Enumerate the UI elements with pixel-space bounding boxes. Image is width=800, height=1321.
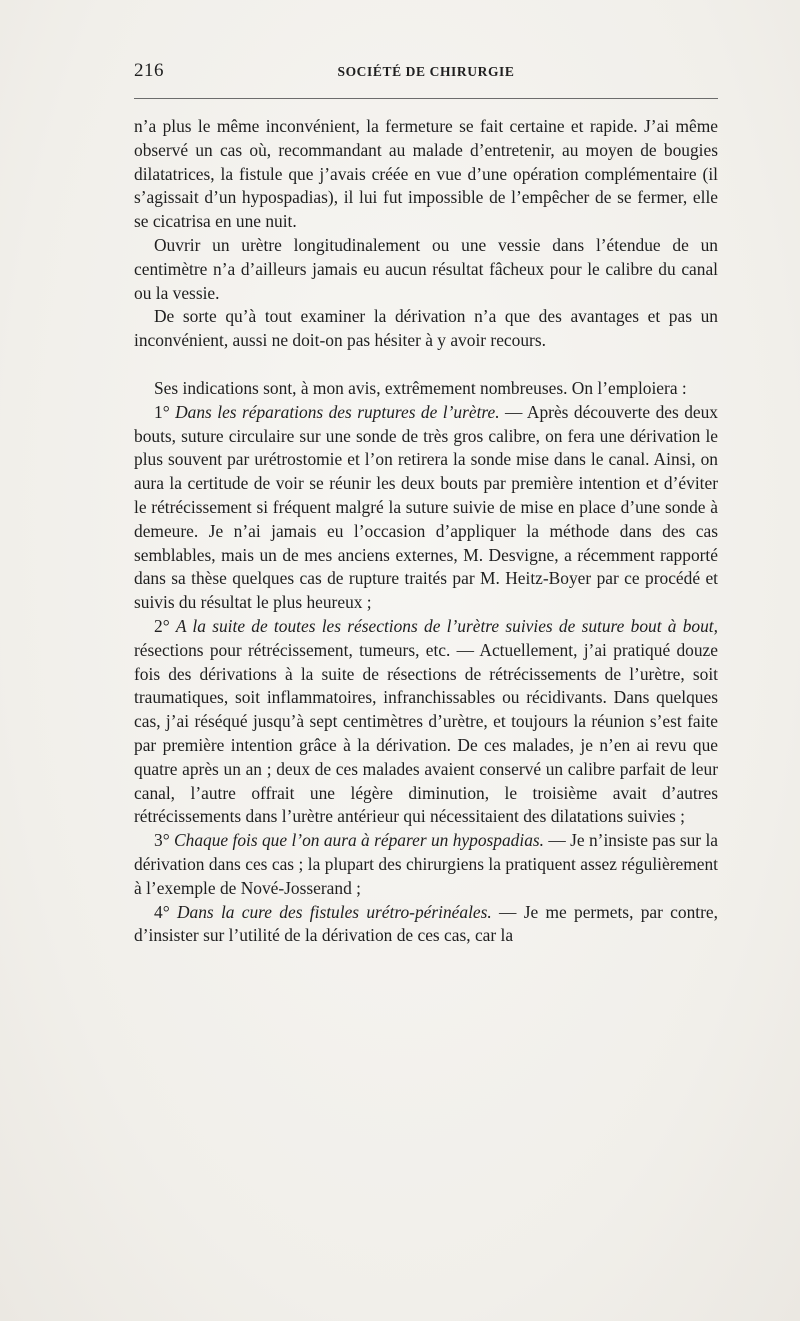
list-item-number: 4° — [154, 901, 170, 922]
list-item-title: Dans les réparations des ruptures de l’urètre. — [175, 401, 500, 422]
list-item-title: Chaque fois que l’on aura à réparer un hypospadias. — [174, 830, 545, 851]
list-item-text: — Après découverte des deux bouts, suture circulaire sur une sonde de très gros calibre, on fera une dérivation le plus souvent par urétrostomie et l’on retirera la sonde mise dans le canal. Ainsi, on aura la certitude de voir se réunir les deux bouts par première intention et d’éviter le rétrécissement si fréquent malgré la suture suivie de mise en place d’une sonde à demeure. Je n’ai jamais eu l’occasion d’appliquer la méthode dans des cas semblables, mais un de mes anciens externes, M. Desvigne, a récemment rapporté dans sa thèse quelques cas de rupture traités par M. Heitz-Boyer par ce procédé et suivis du résultat le plus heureux ; — [134, 401, 718, 613]
list-item-text: résections pour rétrécissement, tumeurs, etc. — Actuellement, j’ai pratiqué douze fois des dérivations à la suite de résections de rétrécissements de l’urètre, soit traumatiques, soit inflammatoires, infranchissables ou récidivants. Dans quelques cas, j’ai réséqué jusqu’à sept centimètres d’urètre, et toujours la réunion s’est faite par première intention grâce à la dérivation. De ces malades, je n’en ai revu que quatre après un an ; deux de ces malades avaient conservé un calibre parfait de leur canal, l’autre offrait une légère diminution, le troisième avait d’autres rétrécissements dans l’urètre antérieur qui nécessitaient des dilatations suivies ; — [134, 639, 718, 827]
list-item-title: Dans la cure des fistules urétro-périnéales. — [176, 901, 492, 922]
paragraph — [134, 234, 718, 305]
list-item — [134, 615, 718, 829]
list-item-number: 3° — [154, 830, 170, 851]
paragraph-text: Ses indications sont, à mon avis, extrêmement nombreuses. On l’emploiera : — [154, 377, 687, 398]
page-header — [134, 60, 718, 84]
list-item-title: A la suite de toutes les résections de l’urètre suivies de suture bout à bout, — [175, 615, 718, 636]
list-item-number: 2° — [154, 615, 170, 636]
body-text — [134, 115, 718, 948]
paragraph — [134, 115, 718, 234]
list-item — [134, 901, 718, 949]
list-item — [134, 401, 718, 615]
list-item-text: — Je me permets, par contre, d’insister sur l’utilité de la dérivation de ces cas, car la — [134, 901, 718, 946]
list-item — [134, 829, 718, 900]
paragraph-text: De sorte qu’à tout examiner la dérivation n’a que des avantages et pas un inconvénient, aussi ne doit-on pas hésiter à y avoir recours. — [134, 306, 718, 351]
list-item-number: 1° — [154, 401, 170, 422]
page-number: 216 — [134, 60, 164, 81]
running-head: SOCIÉTÉ DE CHIRURGIE — [337, 64, 515, 79]
list-item-text: — Je n’insiste pas sur la dérivation dans ces cas ; la plupart des chirurgiens la pratiquent assez régulièrement à l’exemple de Nové-Josserand ; — [134, 830, 718, 898]
paragraph — [134, 377, 718, 401]
paragraph — [134, 305, 718, 353]
paragraph-text: n’a plus le même inconvénient, la fermeture se fait certaine et rapide. J’ai même observé un cas où, recommandant au malade d’entretenir, au moyen de bougies dilatatrices, la fistule que j’avais créée en vue d’une opération complémentaire (il s’agissait d’un hypospadias), il lui fut impossible de l’empêcher de se fermer, elle se cicatrisa en une nuit. — [134, 116, 718, 232]
paragraph-text: Ouvrir un urètre longitudinalement ou une vessie dans l’étendue de un centimètre n’a d’ailleurs jamais eu aucun résultat fâcheux pour le calibre du canal ou la vessie. — [134, 234, 718, 303]
header-rule — [134, 98, 718, 99]
